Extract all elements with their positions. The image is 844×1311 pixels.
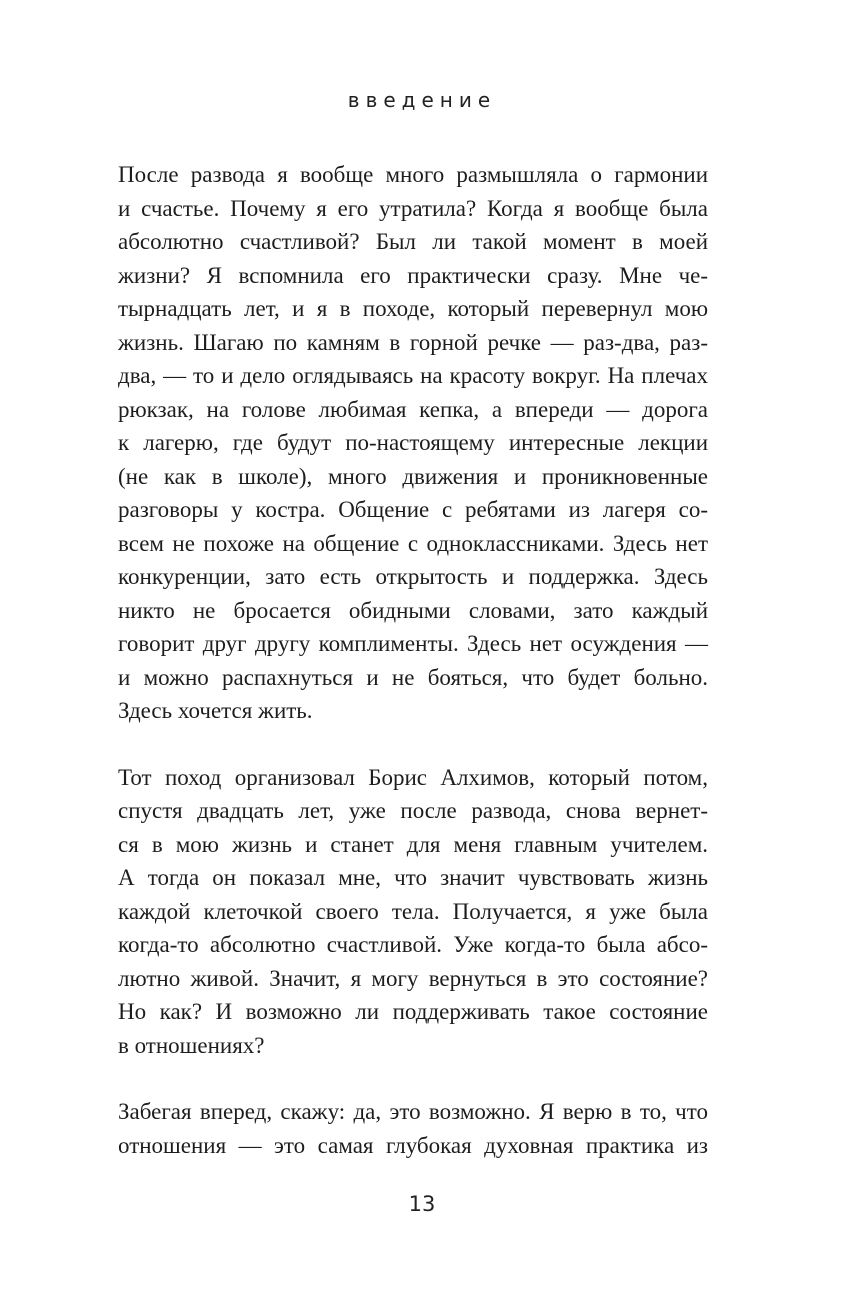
text-line: отношения — это самая глубокая духовная практика из <box>118 1132 708 1158</box>
text-line: А тогда он показал мне, что значит чувствовать жизнь <box>118 865 708 890</box>
text-line: в отношениях? <box>118 1032 265 1058</box>
text-line: Но как? И возможно ли поддерживать такое состояние <box>118 999 708 1024</box>
text-line: жизнь. Шагаю по камням в горной речке — раз-два, раз- <box>118 329 708 355</box>
text-line: Забегая вперед, скажу: да, это возможно. Я верю в то, что <box>118 1099 708 1124</box>
text-line: и счастье. Почему я его утратила? Когда я вообще была <box>118 195 708 221</box>
text-line: Здесь хочется жить. <box>118 698 313 723</box>
paragraph-3 <box>118 1095 708 1162</box>
paragraph-2 <box>118 761 708 1063</box>
running-head: введение <box>347 88 497 112</box>
text-line: конкуренции, зато есть открытость и поддержка. Здесь <box>118 564 708 589</box>
text-line: Тот поход организовал Борис Алхимов, который потом, <box>118 764 708 790</box>
text-line: всем не похоже на общение с одноклассниками. Здесь нет <box>118 530 708 556</box>
text-line: лютно живой. Значит, я могу вернуться в это состояние? <box>118 965 708 991</box>
text-line: тырнадцать лет, и я в походе, который перевернул мою <box>118 296 708 321</box>
text-line: жизни? Я вспомнила его практически сразу. Мне че- <box>118 262 708 288</box>
text-line: два, — то и дело оглядываясь на красоту вокруг. На плечах <box>118 363 708 388</box>
text-line: После развода я вообще много размышляла о гармонии <box>118 162 708 187</box>
text-line: говорит друг другу комплименты. Здесь нет осуждения — <box>118 631 708 656</box>
text-line: разговоры у костра. Общение с ребятами из лагеря со- <box>118 497 708 522</box>
text-line: абсолютно счастливой? Был ли такой момент в моей <box>118 229 708 254</box>
paragraph-1 <box>118 158 708 728</box>
text-line: каждой клеточкой своего тела. Получается, я уже была <box>118 898 708 924</box>
text-line: никто не бросается обидными словами, зато каждый <box>118 597 708 623</box>
text-line: рюкзак, на голове любимая кепка, а впереди — дорога <box>118 396 708 422</box>
text-line: (не как в школе), много движения и проникновенные <box>118 463 708 489</box>
text-line: и можно распахнуться и не бояться, что будет больно. <box>118 664 708 690</box>
body-text <box>118 158 708 1195</box>
text-line: когда-то абсолютно счастливой. Уже когда-то была абсо- <box>118 932 708 957</box>
text-line: ся в мою жизнь и станет для меня главным учителем. <box>118 831 708 857</box>
text-line: к лагерю, где будут по-настоящему интересные лекции <box>118 430 708 455</box>
text-line: спустя двадцать лет, уже после развода, снова вернет- <box>118 798 708 823</box>
page-number: 13 <box>408 1192 436 1216</box>
